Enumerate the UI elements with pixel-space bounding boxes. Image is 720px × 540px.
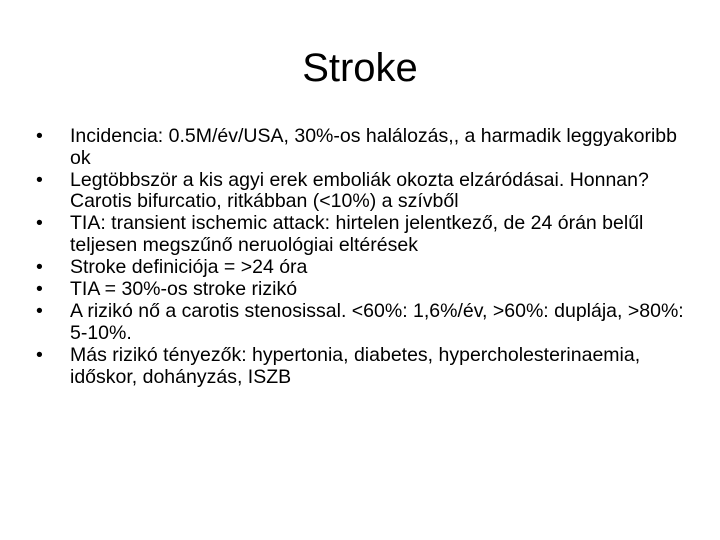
bullet-marker: • xyxy=(36,212,43,235)
bullet-item-rizika-tenyezok xyxy=(36,345,696,388)
bullet-text: Más rizikó tényezők: hypertonia, diabetes, hypercholesterinaemia, időskor, dohányzás, ISZB xyxy=(70,344,641,388)
bullet-marker: • xyxy=(36,125,43,147)
bullet-item-incidencia xyxy=(36,126,696,169)
bullet-marker: • xyxy=(36,300,43,323)
bullet-marker: • xyxy=(36,256,43,279)
bullet-text: A rizikó nő a carotis stenosissal. <60%: 1,6%/év, >60%: duplája, >80%: 5-10%. xyxy=(70,300,684,344)
slide-title: Stroke xyxy=(302,46,418,90)
bullet-item-stroke-definicio xyxy=(36,257,696,279)
bullet-text: TIA: transient ischemic attack: hirtelen jelentkező, de 24 órán belűl teljesen megszűnő neruológiai eltérések xyxy=(70,212,644,256)
bullet-text: Stroke definiciója = >24 óra xyxy=(70,256,308,279)
bullet-marker: • xyxy=(36,168,43,191)
bullet-list xyxy=(36,126,696,389)
bullet-text: Legtöbbször a kis agyi erek emboliák okozta elzáródásai. Honnan? Carotis bifurcatio, ritkábban (<10%) a szívből xyxy=(70,168,649,213)
bullet-item-tia-rizika xyxy=(36,279,696,301)
bullet-text: TIA = 30%-os stroke rizikó xyxy=(70,278,298,301)
bullet-marker: • xyxy=(36,278,43,301)
bullet-item-tia xyxy=(36,213,696,256)
bullet-marker: • xyxy=(36,344,43,367)
bullet-text: Incidencia: 0.5M/év/USA, 30%-os halálozás,, a harmadik leggyakoribb ok xyxy=(70,125,677,169)
bullet-item-embolia xyxy=(36,170,696,213)
bullet-item-carotis-stenosis xyxy=(36,301,696,344)
